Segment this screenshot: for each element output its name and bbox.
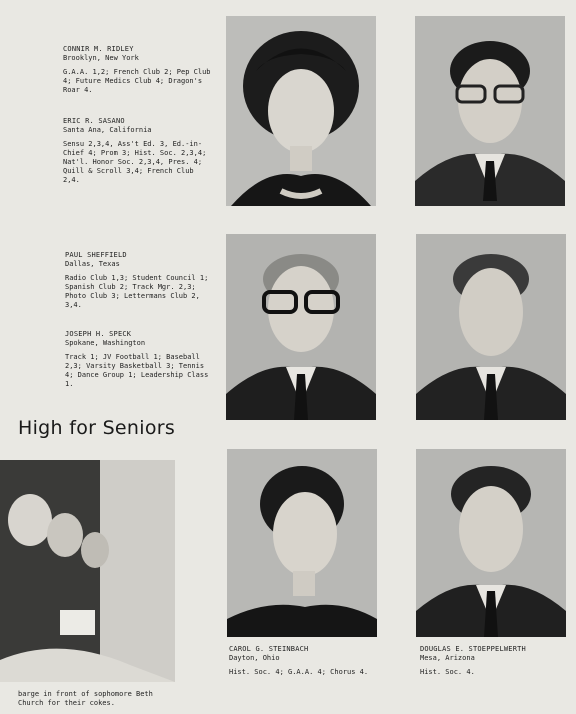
student-name: PAUL SHEFFIELD bbox=[65, 251, 127, 259]
student-name: DOUGLAS E. STOEPPELWERTH bbox=[420, 645, 526, 653]
student-name: CAROL G. STEINBACH bbox=[229, 645, 309, 653]
student-activities: Hist. Soc. 4; G.A.A. 4; Chorus 4. bbox=[229, 668, 369, 676]
page-headline: High for Seniors bbox=[18, 417, 176, 439]
student-hometown: Spokane, Washington bbox=[65, 339, 146, 347]
student-activities: Hist. Soc. 4. bbox=[420, 668, 475, 676]
student-entry-stoeppelwerth bbox=[420, 645, 570, 677]
student-activities: Track 1; JV Football 1; Baseball 2,3; Varsity Basketball 3; Tennis 4; Dance Group 1; Leadership Class 1. bbox=[65, 353, 209, 388]
student-activities: Sensu 2,3,4, Ass't Ed. 3, Ed.-in-Chief 4; Prom 3; Hist. Soc. 2,3,4; Nat'l. Honor Soc. 2,3,4, Pres. 4; Quill & Scroll 3,4; French Club 2,4. bbox=[63, 140, 207, 184]
student-hometown: Brooklyn, New York bbox=[63, 54, 139, 62]
student-entry-sheffield bbox=[65, 251, 215, 310]
student-entry-sasano bbox=[63, 117, 213, 185]
student-activities: G.A.A. 1,2; French Club 2; Pep Club 4; Future Medics Club 4; Dragon's Roar 4. bbox=[63, 68, 211, 94]
portrait-photo-steinbach bbox=[227, 449, 377, 637]
portrait-photo-sasano bbox=[415, 16, 565, 206]
student-name: JOSEPH H. SPECK bbox=[65, 330, 132, 338]
student-entry-steinbach bbox=[229, 645, 379, 677]
portrait-photo-ridley bbox=[226, 16, 376, 206]
student-entry-speck bbox=[65, 330, 215, 389]
student-activities: Radio Club 1,3; Student Council 1; Spanish Club 2; Track Mgr. 2,3; Photo Club 3; Lettermans Club 2, 3,4. bbox=[65, 274, 209, 309]
candid-photo bbox=[0, 460, 175, 682]
student-entry-ridley bbox=[63, 45, 213, 95]
student-hometown: Mesa, Arizona bbox=[420, 654, 475, 662]
student-name: ERIC R. SASANO bbox=[63, 117, 125, 125]
portrait-photo-speck bbox=[416, 234, 566, 420]
student-name: CONNIR M. RIDLEY bbox=[63, 45, 134, 53]
candid-photo-caption: barge in front of sophomore Beth Church for their cokes. bbox=[18, 690, 153, 707]
portrait-photo-stoeppelwerth bbox=[416, 449, 566, 637]
student-hometown: Dallas, Texas bbox=[65, 260, 120, 268]
student-hometown: Santa Ana, California bbox=[63, 126, 152, 134]
student-hometown: Dayton, Ohio bbox=[229, 654, 280, 662]
portrait-photo-sheffield bbox=[226, 234, 376, 420]
